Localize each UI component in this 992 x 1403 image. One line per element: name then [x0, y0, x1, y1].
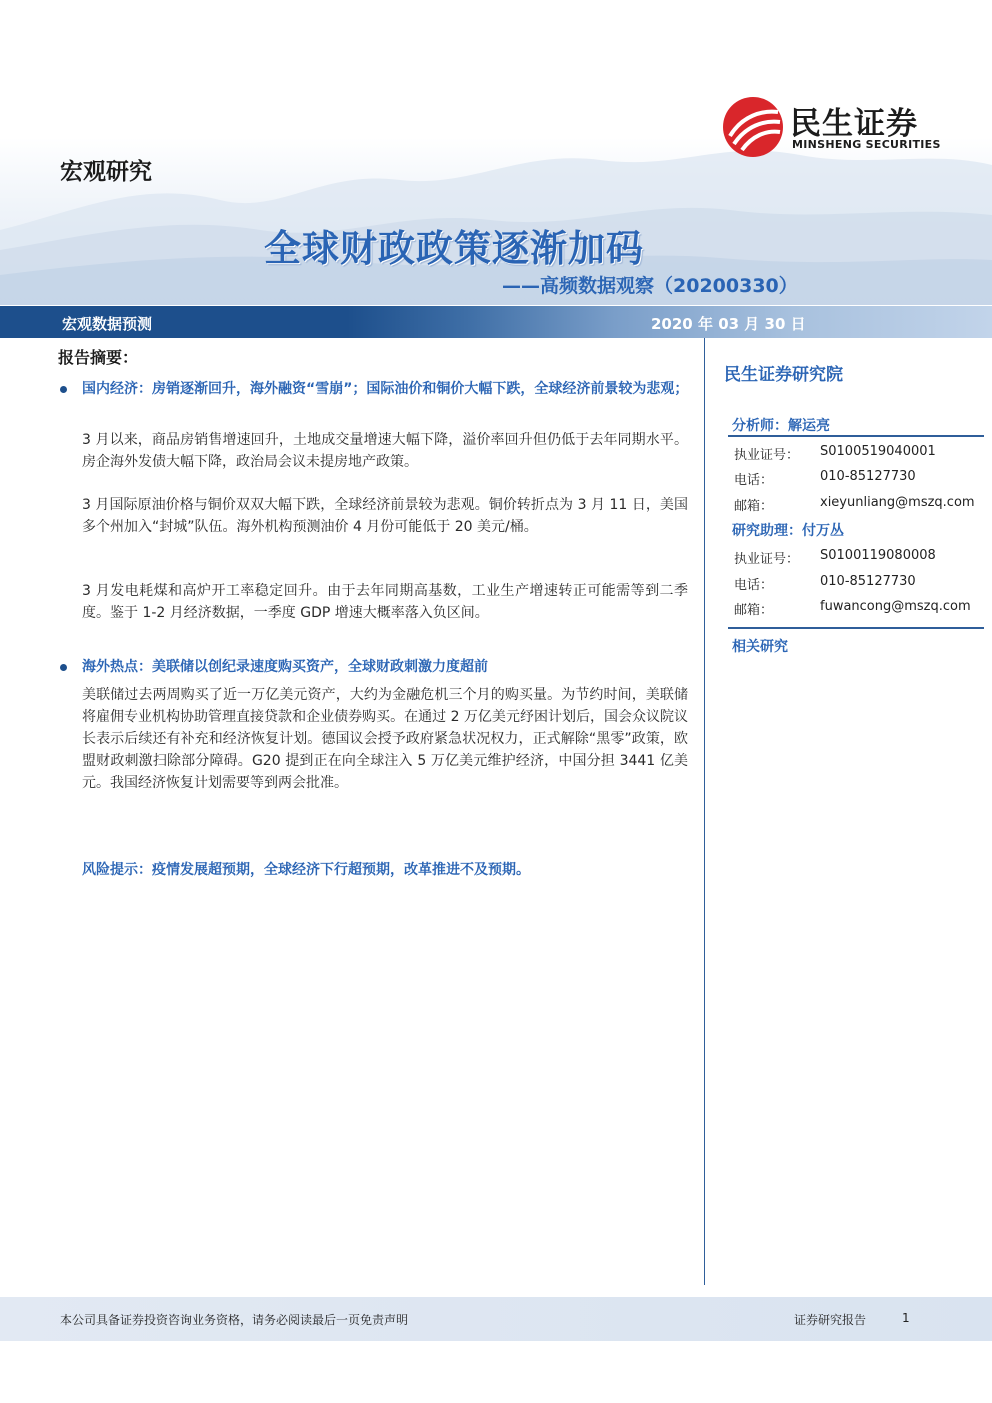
header-band	[0, 306, 992, 338]
report-subtitle: ——高频数据观察（20200330）	[502, 275, 798, 297]
assistant-phone-value: 010-85127730	[820, 574, 916, 589]
assistant-email-label: 邮箱：	[734, 603, 774, 618]
analyst-divider	[728, 435, 984, 437]
analyst-license-label: 执业证号：	[734, 448, 800, 463]
analyst-heading: 分析师：解运亮	[732, 418, 830, 434]
related-divider	[728, 627, 984, 629]
bullet-icon	[60, 664, 67, 671]
analyst-email-label: 邮箱：	[734, 499, 774, 514]
report-date: 2020 年 03 月 30 日	[651, 315, 806, 333]
paragraph-domestic-2: 3 月国际原油价格与铜价双双大幅下跌，全球经济前景较为悲观。铜价转折点为 3 月 11 日，美国多个州加入“封城”队伍。海外机构预测油价 4 月份可能低于 20 美元/桶。	[82, 497, 688, 535]
section-heading-overseas: 海外热点：美联储以创纪录速度购买资产，全球财政刺激力度超前	[82, 659, 488, 675]
analyst-phone-label: 电话：	[734, 473, 774, 488]
report-title: 全球财政政策逐渐加码	[264, 227, 644, 270]
analyst-license-value: S0100519040001	[820, 444, 936, 459]
section-heading-domestic: 国内经济：房销逐渐回升，海外融资“雪崩”；国际油价和铜价大幅下跌，全球经济前景较为悲观；	[82, 381, 689, 397]
analyst-email-value[interactable]: xieyunliang@mszq.com	[820, 495, 975, 510]
company-logo	[722, 96, 962, 156]
bullet-icon	[60, 386, 67, 393]
paragraph-overseas-1: 美联储过去两周购买了近一万亿美元资产，大约为金融危机三个月的购买量。为节约时间，美联储将雇佣专业机构协助管理直接贷款和企业债券购买。在通过 2 万亿美元纾困计划后，国会众议院议长表示后续还有补充和经济恢复计划。德国议会授予政府紧急状况权力，正式解除“黑零”政策，欧盟财政刺激扫除部分障碍。G20 提到正在向全球注入 5 万亿美元维护经济，中国分担 3441 亿美元。我国经济恢复计划需要等到两会批准。	[82, 687, 688, 791]
footer-disclaimer: 本公司具备证券投资咨询业务资格，请务必阅读最后一页免责声明	[60, 1313, 409, 1327]
page-number: 1	[902, 1311, 910, 1325]
summary-label: 报告摘要：	[58, 348, 139, 367]
logo-chinese-name: 民生证券	[790, 106, 918, 142]
assistant-license-value: S0100119080008	[820, 548, 936, 563]
footer-report-type: 证券研究报告	[794, 1313, 867, 1327]
column-divider	[704, 338, 705, 1285]
assistant-email-value[interactable]: fuwancong@mszq.com	[820, 599, 971, 614]
assistant-phone-label: 电话：	[734, 578, 774, 593]
page-footer	[0, 1297, 992, 1341]
logo-english-name: MINSHENG SECURITIES	[792, 138, 941, 151]
assistant-license-label: 执业证号：	[734, 552, 800, 567]
paragraph-domestic-3: 3 月发电耗煤和高炉开工率稳定回升。由于去年同期高基数，工业生产增速转正可能需等到二季度。鉴于 1-2 月经济数据，一季度 GDP 增速大概率落入负区间。	[82, 583, 688, 621]
band-label: 宏观数据预测	[62, 315, 153, 333]
logo-mark-icon	[722, 96, 784, 158]
related-research-heading: 相关研究	[732, 639, 788, 655]
assistant-heading: 研究助理：付万丛	[732, 523, 844, 539]
paragraph-domestic-1: 3 月以来，商品房销售增速回升，土地成交量增速大幅下降，溢价率回升但仍低于去年同期水平。房企海外发债大幅下降，政治局会议未提房地产政策。	[82, 432, 688, 470]
analyst-phone-value: 010-85127730	[820, 469, 916, 484]
institute-name: 民生证券研究院	[724, 365, 843, 385]
report-category: 宏观研究	[60, 159, 152, 185]
risk-warning: 风险提示：疫情发展超预期，全球经济下行超预期，改革推进不及预期。	[82, 862, 530, 878]
